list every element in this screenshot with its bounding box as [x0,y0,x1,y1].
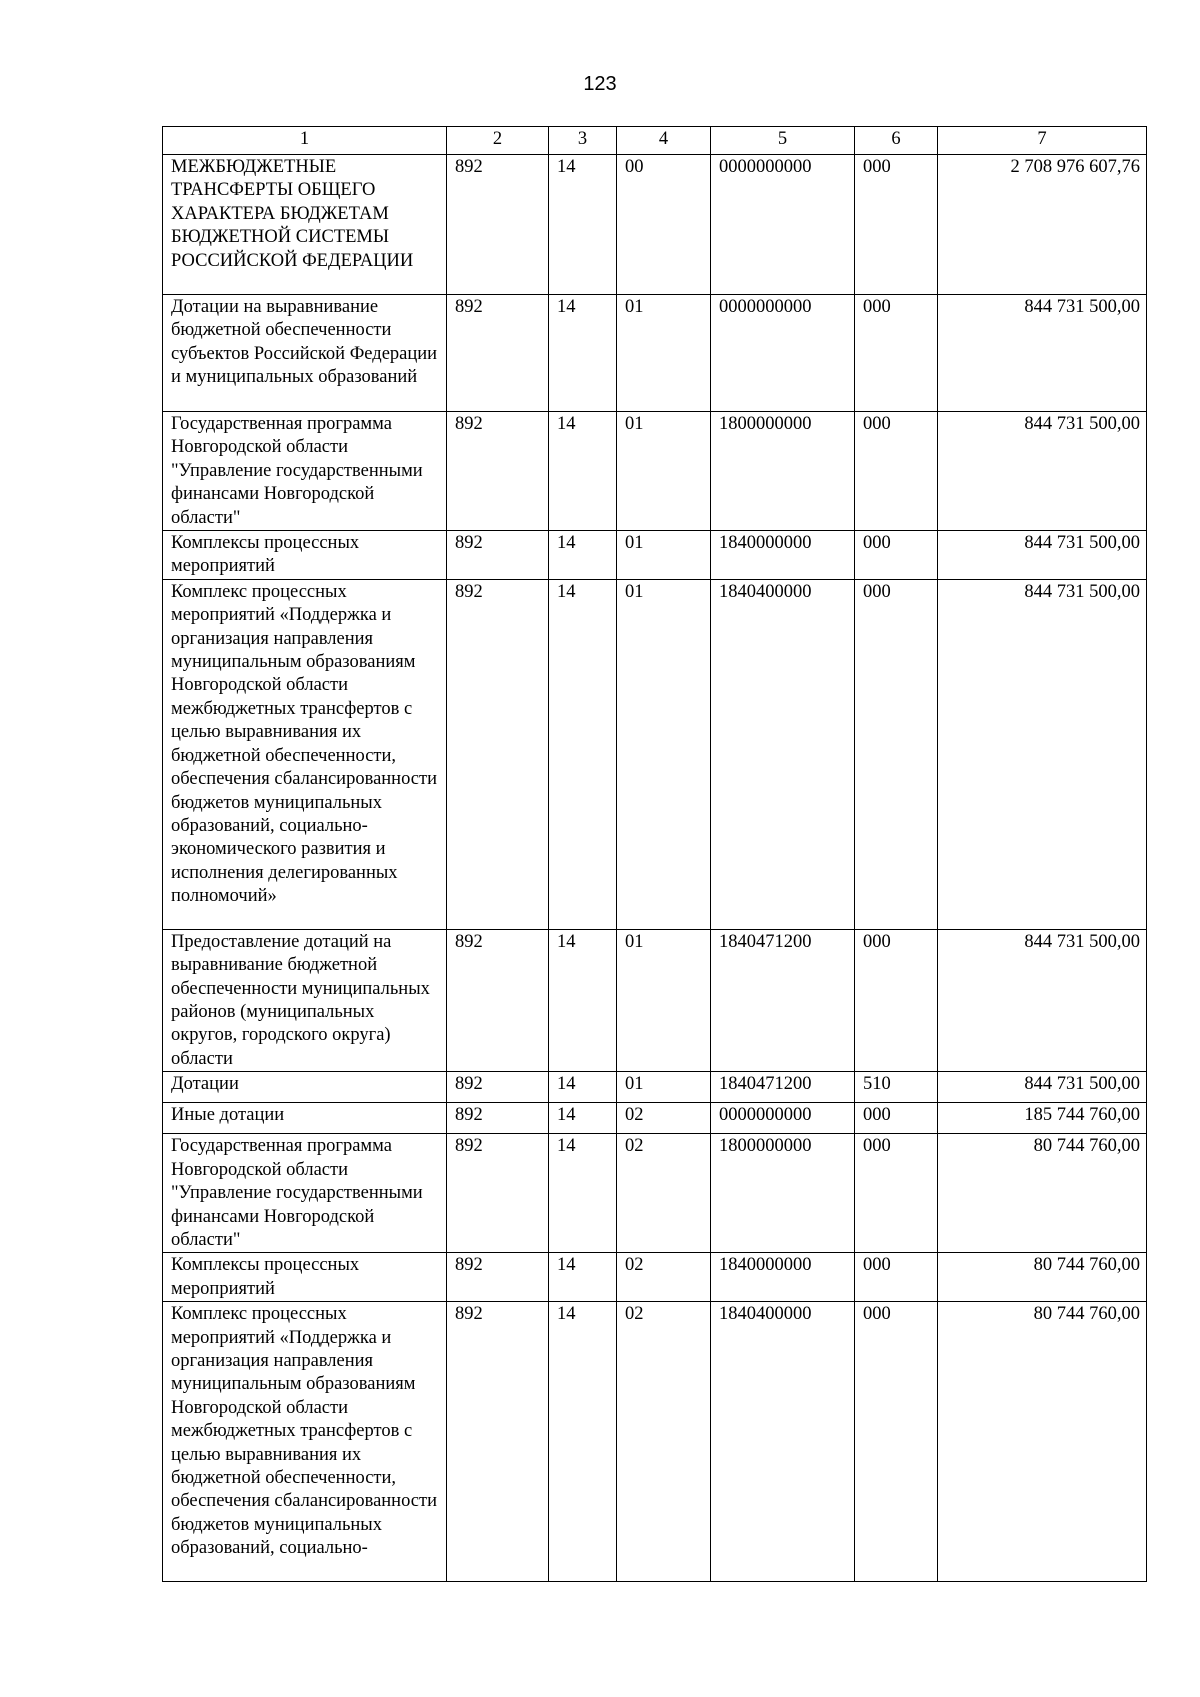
row-name: Дотации на выравнивание бюджетной обеспеченности субъектов Российской Федерации и муниципальных образований [163,295,447,412]
table-row [163,531,1147,580]
table-row [163,579,1147,929]
header-cell: 3 [549,127,617,155]
cell-col4: 01 [617,1072,711,1103]
cell-col4: 01 [617,295,711,412]
cell-col3: 14 [549,155,617,295]
cell-col2: 892 [447,1134,549,1253]
cell-col3: 14 [549,1302,617,1582]
header-cell: 2 [447,127,549,155]
cell-col6: 000 [855,1253,938,1302]
cell-col2: 892 [447,295,549,412]
cell-amount: 844 731 500,00 [938,929,1147,1071]
row-name: Комплексы процессных мероприятий [163,531,447,580]
cell-col4: 00 [617,155,711,295]
cell-col2: 892 [447,155,549,295]
cell-amount: 185 744 760,00 [938,1103,1147,1134]
cell-col5: 0000000000 [711,155,855,295]
cell-col5: 1840471200 [711,929,855,1071]
table-row [163,1103,1147,1134]
table-row [163,155,1147,295]
cell-amount: 844 731 500,00 [938,531,1147,580]
cell-col5: 0000000000 [711,1103,855,1134]
header-row [163,127,1147,155]
cell-col4: 02 [617,1103,711,1134]
row-name: Государственная программа Новгородской области "Управление государственными финансами Новгородской области" [163,412,447,531]
cell-col6: 000 [855,1103,938,1134]
cell-col6: 000 [855,1302,938,1582]
row-name: Дотации [163,1072,447,1103]
cell-amount: 80 744 760,00 [938,1253,1147,1302]
row-name: Государственная программа Новгородской области "Управление государственными финансами Новгородской области" [163,1134,447,1253]
header-cell: 1 [163,127,447,155]
cell-col2: 892 [447,412,549,531]
cell-col5: 0000000000 [711,295,855,412]
page-number: 123 [583,73,617,95]
cell-col6: 000 [855,412,938,531]
header-cell: 4 [617,127,711,155]
cell-col2: 892 [447,1072,549,1103]
header-cell: 7 [938,127,1147,155]
cell-col5: 1840000000 [711,531,855,580]
table-row [163,1302,1147,1582]
header-cell: 6 [855,127,938,155]
cell-col3: 14 [549,295,617,412]
cell-col3: 14 [549,1134,617,1253]
cell-col3: 14 [549,1072,617,1103]
cell-col2: 892 [447,929,549,1071]
cell-amount: 844 731 500,00 [938,579,1147,929]
table-row [163,1134,1147,1253]
cell-amount: 844 731 500,00 [938,1072,1147,1103]
table-row [163,412,1147,531]
cell-col4: 01 [617,531,711,580]
cell-col6: 000 [855,155,938,295]
table-row [163,295,1147,412]
cell-amount: 2 708 976 607,76 [938,155,1147,295]
cell-col5: 1800000000 [711,412,855,531]
table-row [163,929,1147,1071]
row-name: Комплекс процессных мероприятий «Поддержка и организация направления муниципальным образованиям Новгородской области межбюджетных трансфертов с целью выравнивания их бюджетной обеспеченности, обеспечения сбалансированности бюджетов муниципальных образований, социально-экономического развития и исполнения делегированных полномочий» [163,579,447,929]
row-name: Иные дотации [163,1103,447,1134]
cell-amount: 80 744 760,00 [938,1134,1147,1253]
cell-amount: 844 731 500,00 [938,412,1147,531]
cell-col5: 1840000000 [711,1253,855,1302]
cell-col4: 01 [617,929,711,1071]
cell-col4: 02 [617,1253,711,1302]
cell-col6: 510 [855,1072,938,1103]
cell-col5: 1840471200 [711,1072,855,1103]
row-name: МЕЖБЮДЖЕТНЫЕ ТРАНСФЕРТЫ ОБЩЕГО ХАРАКТЕРА БЮДЖЕТАМ БЮДЖЕТНОЙ СИСТЕМЫ РОССИЙСКОЙ ФЕДЕРАЦИИ [163,155,447,295]
cell-col6: 000 [855,929,938,1071]
cell-col3: 14 [549,929,617,1071]
row-name: Комплексы процессных мероприятий [163,1253,447,1302]
cell-col3: 14 [549,579,617,929]
cell-col4: 01 [617,412,711,531]
cell-col3: 14 [549,531,617,580]
cell-col6: 000 [855,295,938,412]
cell-col5: 1840400000 [711,579,855,929]
cell-col6: 000 [855,579,938,929]
table-row [163,1072,1147,1103]
cell-col5: 1800000000 [711,1134,855,1253]
cell-col3: 14 [549,1253,617,1302]
cell-amount: 844 731 500,00 [938,295,1147,412]
cell-col4: 01 [617,579,711,929]
cell-col6: 000 [855,531,938,580]
row-name: Предоставление дотаций на выравнивание бюджетной обеспеченности муниципальных районов (муниципальных округов, городского округа) области [163,929,447,1071]
table-row [163,1253,1147,1302]
cell-col2: 892 [447,1302,549,1582]
cell-amount: 80 744 760,00 [938,1302,1147,1582]
budget-table [162,126,1147,1582]
cell-col4: 02 [617,1134,711,1253]
cell-col3: 14 [549,412,617,531]
cell-col2: 892 [447,531,549,580]
cell-col3: 14 [549,1103,617,1134]
cell-col4: 02 [617,1302,711,1582]
cell-col2: 892 [447,1253,549,1302]
cell-col2: 892 [447,1103,549,1134]
cell-col5: 1840400000 [711,1302,855,1582]
cell-col6: 000 [855,1134,938,1253]
header-cell: 5 [711,127,855,155]
cell-col2: 892 [447,579,549,929]
row-name: Комплекс процессных мероприятий «Поддержка и организация направления муниципальным образованиям Новгородской области межбюджетных трансфертов с целью выравнивания их бюджетной обеспеченности, обеспечения сбалансированности бюджетов муниципальных образований, социально- [163,1302,447,1582]
